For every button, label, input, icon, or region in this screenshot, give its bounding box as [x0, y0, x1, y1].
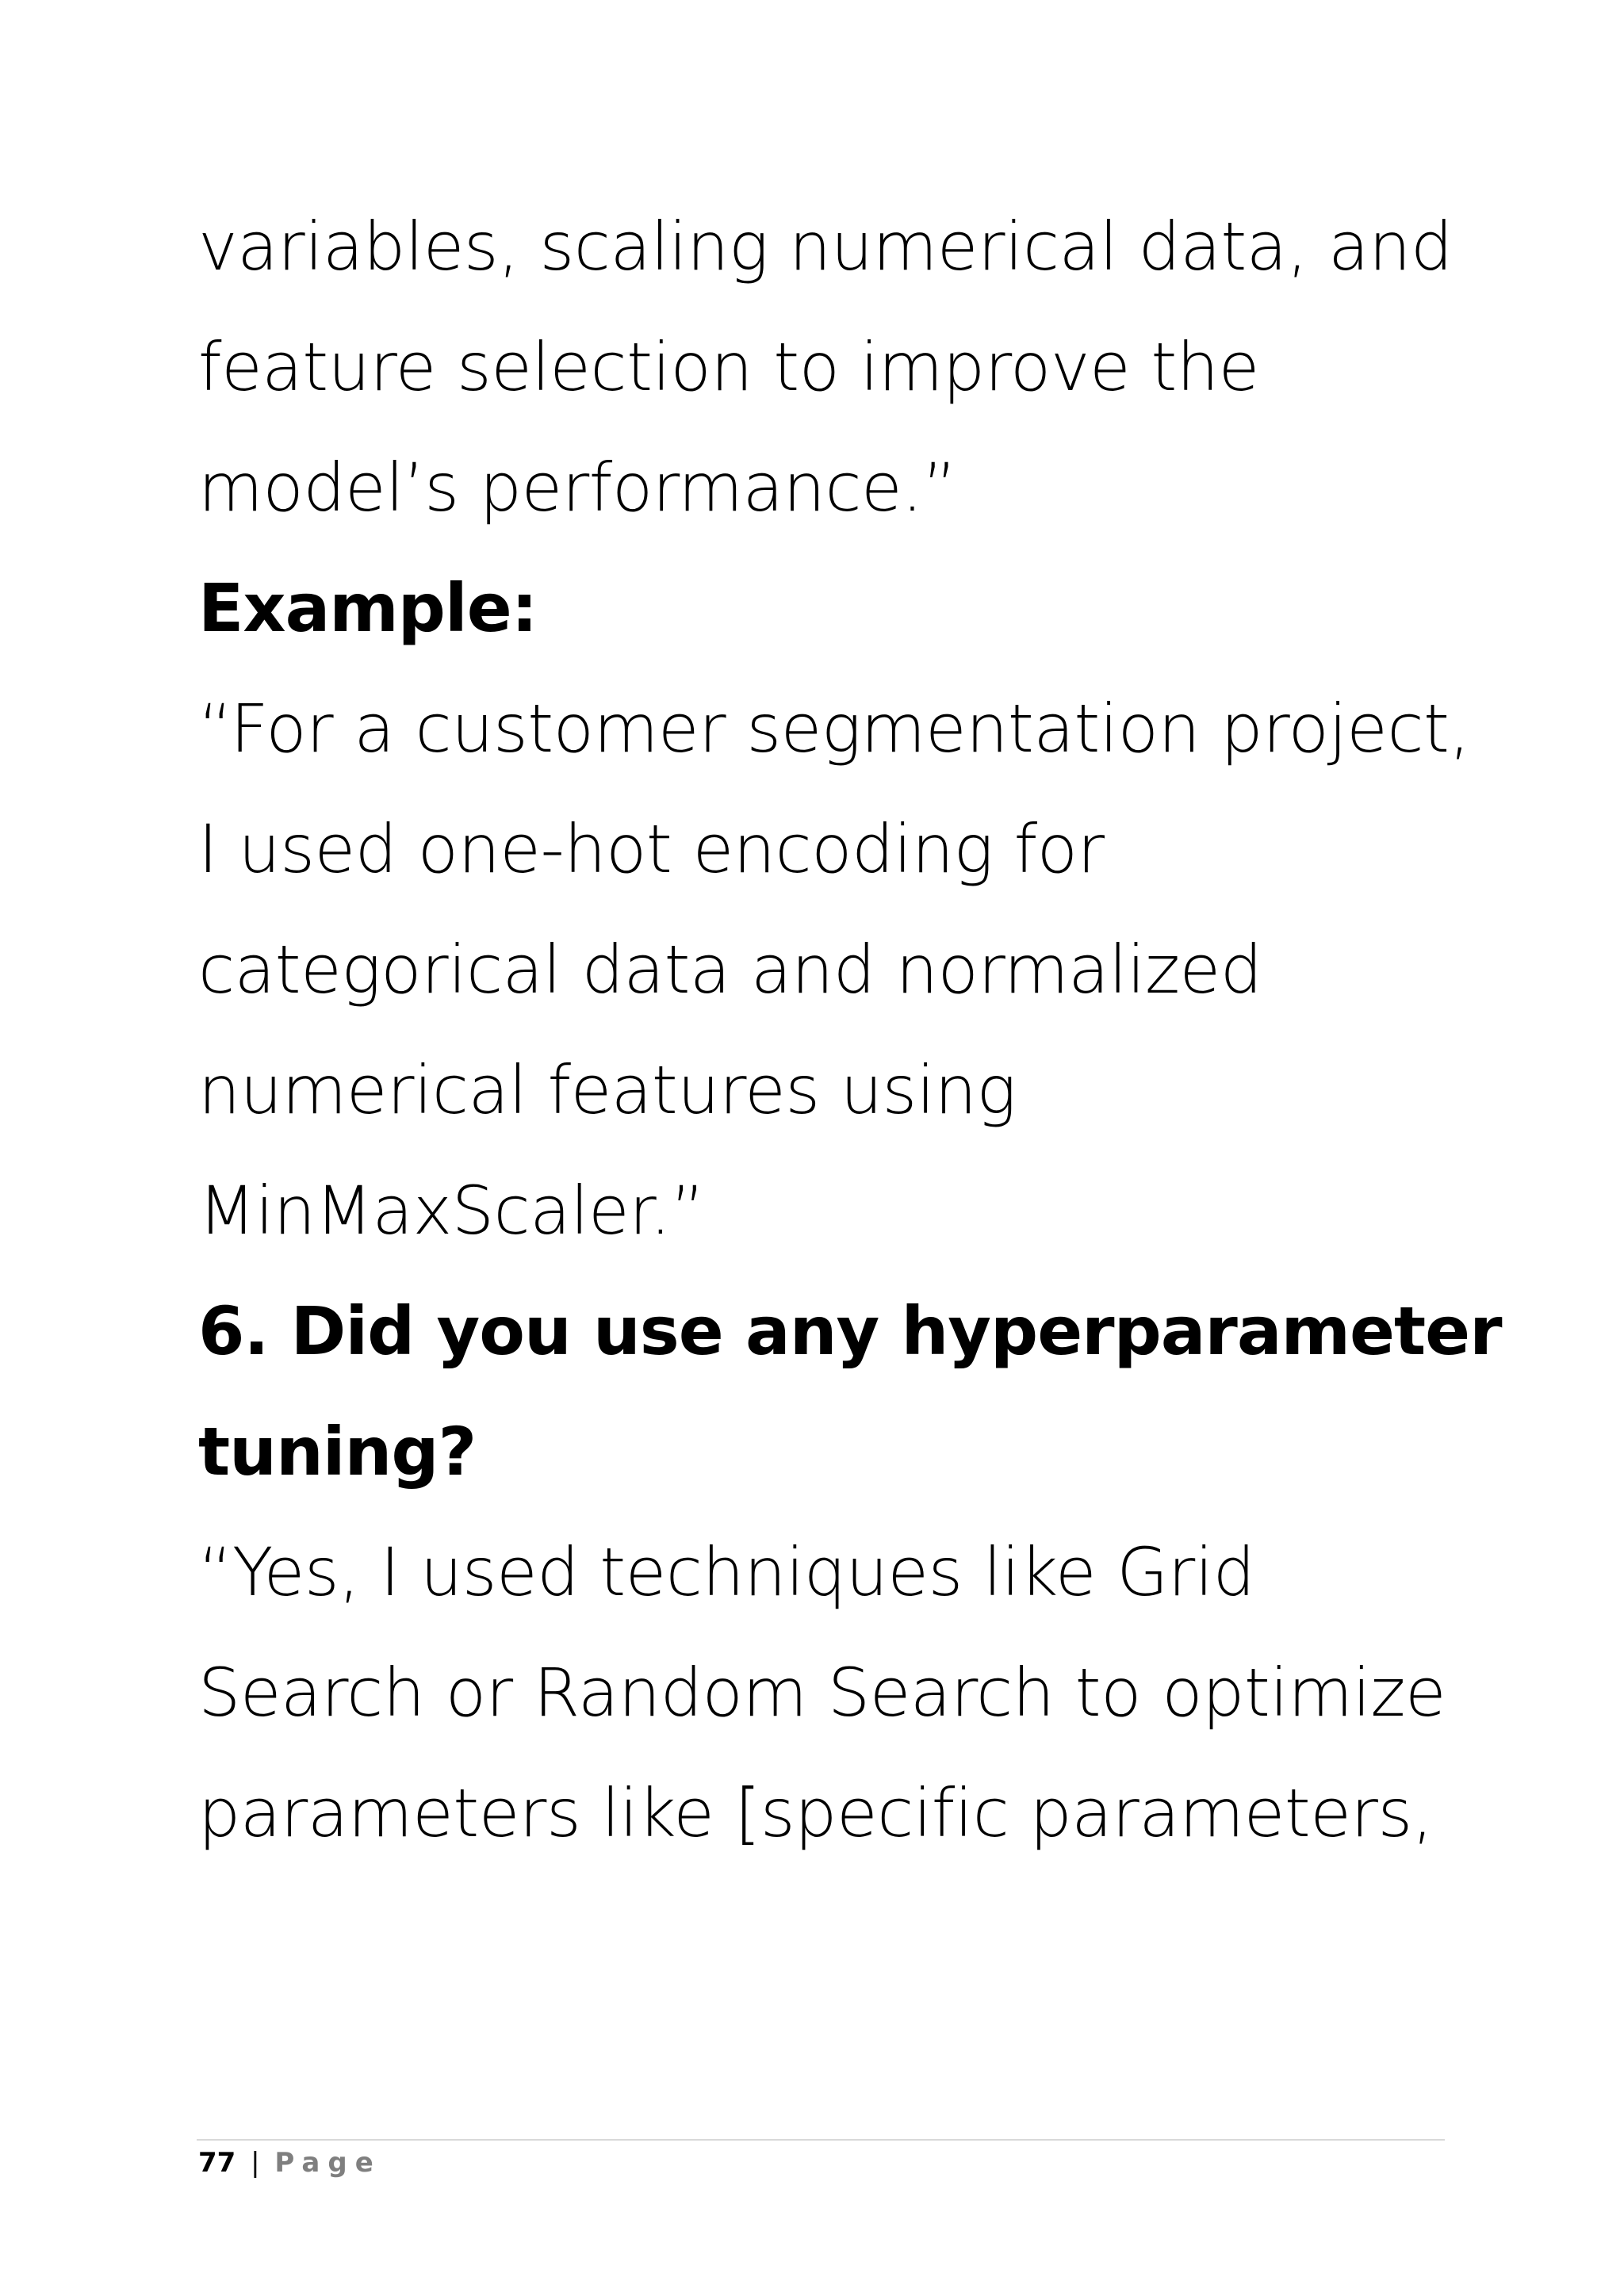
page-label: Page — [274, 2147, 381, 2179]
question-heading: tuning? — [198, 1413, 477, 1490]
body-line: categorical data and normalized — [198, 931, 1262, 1008]
page-number: 77 — [198, 2147, 236, 2179]
body-line: MinMaxScaler.” — [198, 1172, 705, 1249]
body-line: “Yes, I used techniques like Grid — [198, 1533, 1255, 1611]
body-line: model’s performance.” — [198, 449, 957, 526]
page-footer — [198, 2145, 381, 2180]
body-line: parameters like [specific parameters, — [198, 1774, 1433, 1852]
footer-separator: | — [251, 2147, 260, 2179]
body-line: feature selection to improve the — [198, 328, 1259, 406]
page-body — [198, 186, 1502, 1873]
body-line: numerical features using — [198, 1051, 1017, 1129]
body-line: Search or Random Search to optimize — [198, 1654, 1446, 1732]
example-heading: Example: — [198, 569, 538, 647]
body-line: variables, scaling numerical data, and — [198, 208, 1453, 285]
footer-divider — [197, 2139, 1445, 2141]
body-line: I used one-hot encoding for — [198, 810, 1105, 888]
question-heading: 6. Did you use any hyperparameter — [198, 1292, 1502, 1370]
body-line: “For a customer segmentation project, — [198, 690, 1470, 767]
